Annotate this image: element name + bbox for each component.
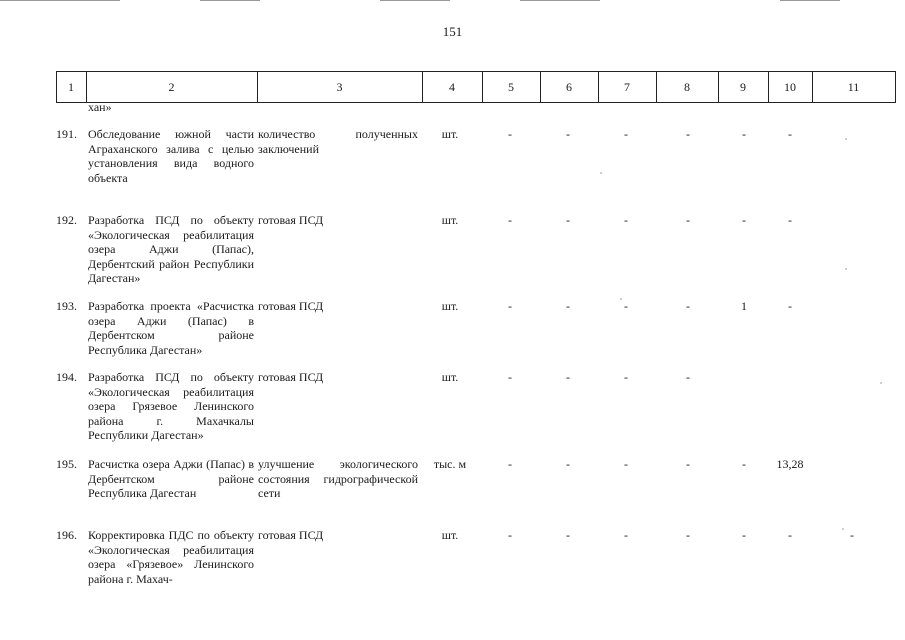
header-divider [895, 71, 896, 102]
unit: шт. [441, 528, 459, 542]
scan-speck [620, 298, 622, 300]
value-col-9: 1 [741, 299, 747, 313]
value-col-7: - [624, 528, 628, 542]
top-rule [200, 0, 260, 1]
indicator: готовая ПСД [258, 528, 324, 542]
scan-speck [880, 382, 882, 384]
header-cell: 11 [847, 80, 860, 94]
value-col-8: - [686, 213, 690, 227]
value-col-8: - [686, 370, 690, 384]
value-col-6: - [566, 370, 570, 384]
header-cell: 8 [684, 80, 690, 94]
header-cell: 6 [566, 80, 572, 94]
unit: шт. [441, 127, 459, 141]
value-col-8: - [686, 457, 690, 471]
value-col-5: - [508, 528, 512, 542]
value-col-9: - [742, 127, 746, 141]
value-col-9: - [742, 457, 746, 471]
value-col-5: - [508, 370, 512, 384]
row-number: 192. [56, 213, 77, 227]
indicator: улучшение экологического состояния гидрографической сети [258, 457, 418, 500]
value-col-7: - [624, 127, 628, 141]
header-cell: 7 [624, 80, 630, 94]
activity-name: Разработка ПСД по объекту «Экологическая реабилитация озера Аджи (Папас), Дербентский район Республики Дагестан» [88, 213, 254, 285]
row-number: 193. [56, 299, 77, 313]
page-number: 151 [442, 24, 463, 39]
value-col-9: - [742, 528, 746, 542]
indicator: готовая ПСД [258, 299, 324, 313]
scan-speck [600, 172, 602, 174]
unit: шт. [441, 299, 459, 313]
value-col-5: - [508, 213, 512, 227]
scan-speck [845, 138, 847, 140]
value-col-9: - [742, 213, 746, 227]
continuation-text: хан» [88, 100, 112, 114]
header-cell: 5 [508, 80, 514, 94]
indicator: готовая ПСД [258, 370, 324, 384]
value-col-8: - [686, 127, 690, 141]
indicator: количество полученных заключений [258, 127, 418, 156]
top-rule [780, 0, 840, 1]
row-number: 195. [56, 457, 77, 471]
indicator: готовая ПСД [258, 213, 324, 227]
unit: шт. [441, 370, 459, 384]
value-col-11: - [850, 528, 854, 542]
value-col-8: - [686, 299, 690, 313]
activity-name: Обследование южной части Аграханского залива с целью установления вида водного объекта [88, 127, 254, 185]
row-number: 196. [56, 528, 77, 542]
value-col-5: - [508, 127, 512, 141]
value-col-10: - [788, 127, 792, 141]
value-col-6: - [566, 299, 570, 313]
scan-speck [845, 268, 847, 270]
value-col-6: - [566, 213, 570, 227]
value-col-6: - [566, 127, 570, 141]
value-col-10: - [788, 528, 792, 542]
top-rule [380, 0, 450, 1]
value-col-10: - [788, 299, 792, 313]
activity-name: Расчистка озера Аджи (Папас) в Дербентском районе Республика Дагестан [88, 457, 254, 500]
value-col-7: - [624, 457, 628, 471]
header-cell: 3 [336, 80, 343, 94]
value-col-10: 13,28 [776, 457, 804, 471]
header-cell: 4 [449, 80, 455, 94]
activity-name: Корректировка ПДС по объекту «Экологическая реабилитация озера «Грязевое» Ленинского района г. Махач- [88, 528, 254, 586]
activity-name: Разработка проекта «Расчистка озера Аджи (Папас) в Дербентском районе Республика Дагестан» [88, 299, 254, 357]
header-cell: 2 [168, 80, 175, 94]
value-col-7: - [624, 213, 628, 227]
unit: шт. [441, 213, 459, 227]
row-number: 194. [56, 370, 77, 384]
value-col-5: - [508, 457, 512, 471]
value-col-7: - [624, 299, 628, 313]
top-rule [0, 0, 120, 1]
value-col-7: - [624, 370, 628, 384]
header-cell: 1 [68, 80, 74, 94]
value-col-6: - [566, 528, 570, 542]
value-col-5: - [508, 299, 512, 313]
activity-name: Разработка ПСД по объекту «Экологическая реабилитация озера Грязевое Ленинского района г. Махачкалы Республики Дагестан» [88, 370, 254, 442]
value-col-10: - [788, 213, 792, 227]
value-col-8: - [686, 528, 690, 542]
scan-speck [842, 528, 844, 530]
header-cell: 9 [740, 80, 746, 94]
header-cell: 10 [784, 80, 796, 94]
top-rule [520, 0, 600, 1]
value-col-6: - [566, 457, 570, 471]
unit: тыс. м [433, 457, 467, 471]
row-number: 191. [56, 127, 77, 141]
